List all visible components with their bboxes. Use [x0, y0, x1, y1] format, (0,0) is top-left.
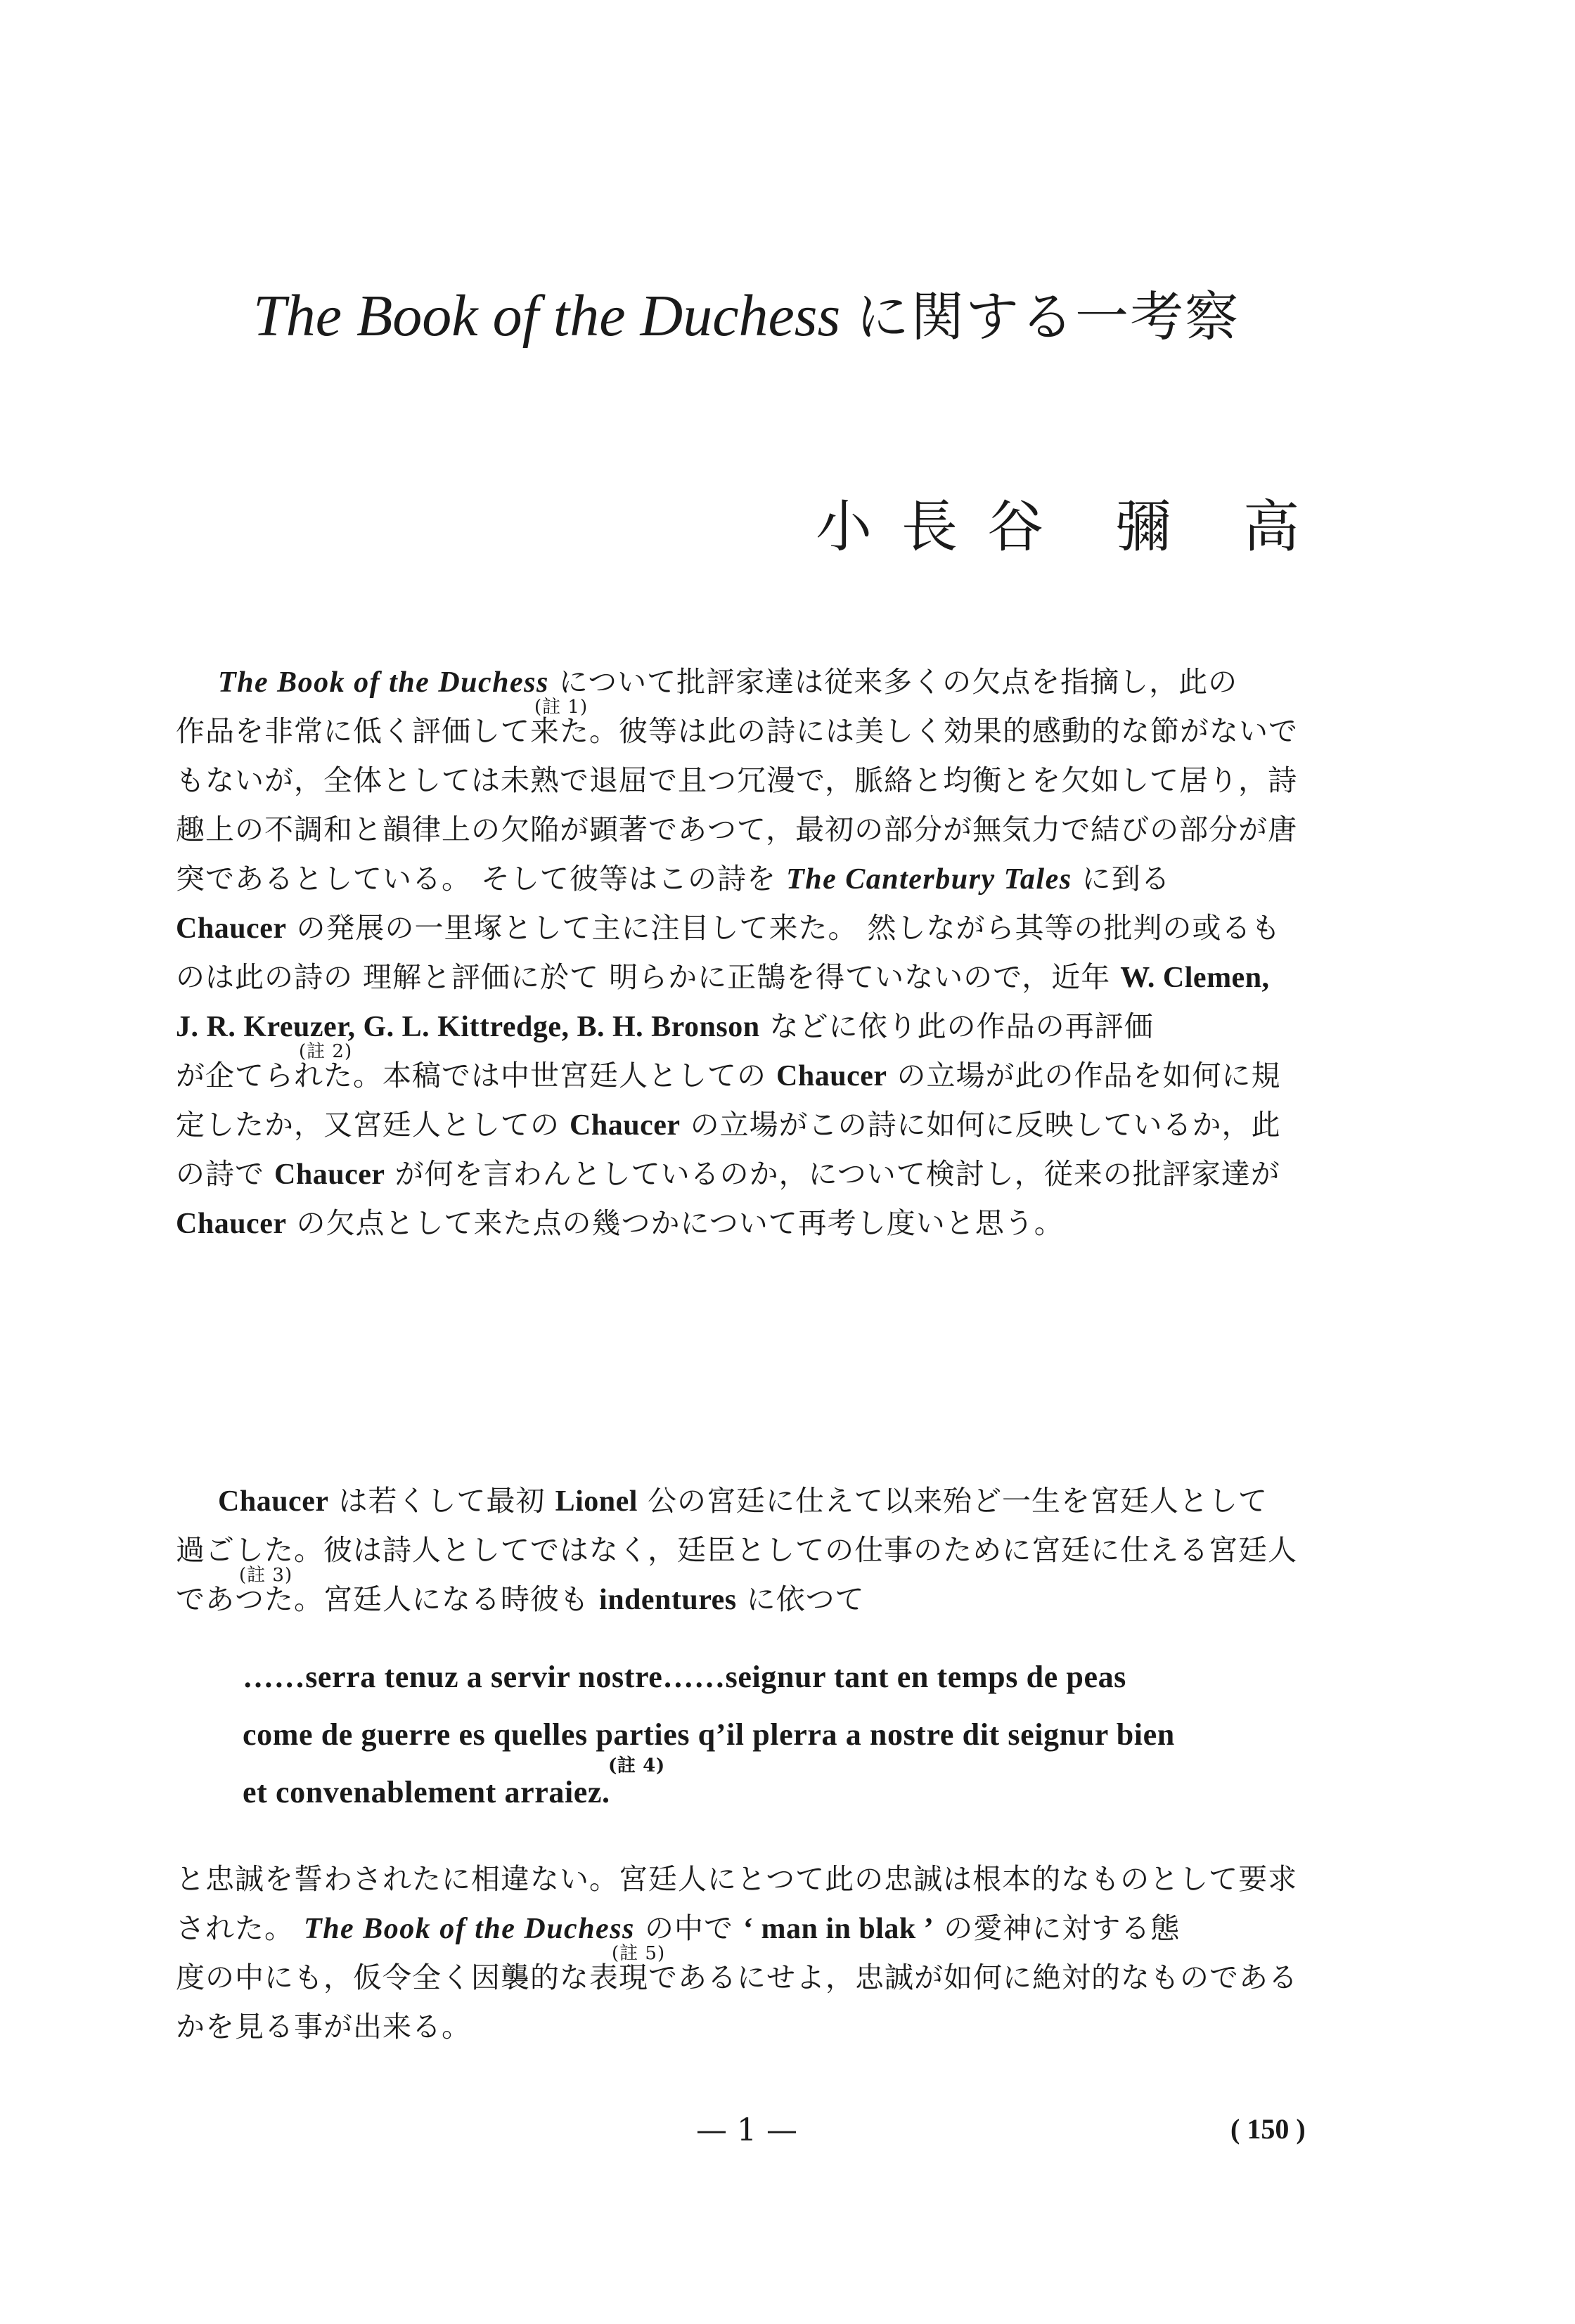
text-run: The Book of the Duchess — [218, 666, 549, 699]
author-char: 高 — [1243, 494, 1299, 560]
footnote-marker: (註 2) — [299, 1041, 353, 1062]
text-run: 作品を非常に低く評価して来た。彼等は此の詩には美しく効果的感動的な節がないで — [176, 714, 1298, 748]
text-run: が何を言わんとしているのか，について検討し，従来の批評家達が — [385, 1157, 1280, 1191]
author-char: 彌 — [1115, 494, 1171, 560]
title-english: The Book of the Duchess — [253, 283, 841, 349]
text-run: かを見る事が出来る。 — [176, 2010, 471, 2044]
text-line — [176, 756, 1371, 805]
title-japanese: に関する一考察 — [856, 285, 1240, 348]
text-run: と忠誠を誓わされたに相違ない。宮廷人にとつて此の忠誠は根本的なものとして要求 — [176, 1862, 1298, 1896]
text-line — [176, 1149, 1371, 1199]
footnote-marker: (註 4) — [608, 1755, 665, 1776]
text-line — [176, 1904, 1371, 1953]
text-line — [176, 1476, 1371, 1525]
text-run: 度の中にも，仮令全く因襲的な表現であるにせよ，忠誠が如何に絶対的なものである — [176, 1961, 1298, 1994]
text-run: 趣上の不調和と韻律上の欠陥が顕著であつて，最初の部分が無気力で結びの部分が唐 — [176, 813, 1298, 846]
paragraph-intro — [176, 657, 1371, 1248]
text-run: のは此の詩の 理解と評価に於て 明らかに正鵠を得ていないので，近年 — [176, 960, 1121, 994]
text-line — [176, 1565, 1371, 1624]
text-run: Chaucer — [570, 1109, 681, 1142]
article-title — [253, 278, 1336, 356]
indenture-quote — [243, 1648, 1368, 1821]
page-number: — 1 — — [696, 2112, 797, 2148]
text-run: indentures — [599, 1584, 737, 1616]
text-run: The Canterbury Tales — [786, 863, 1072, 896]
text-run: の愛神に対する態 — [934, 1911, 1181, 1945]
quote-line — [243, 1755, 1368, 1821]
text-run: もないが，全体としては未熟で退屈で且つ冗漫で，脈絡と均衡とを欠如して居り，詩 — [176, 763, 1298, 797]
text-line — [176, 953, 1371, 1002]
author-char: 谷 — [987, 494, 1043, 560]
text-line — [176, 1002, 1371, 1051]
text-run: された。 — [176, 1911, 304, 1945]
text-run: について批評家達は従来多くの欠点を指摘し，此の — [548, 665, 1238, 699]
text-line — [176, 697, 1371, 756]
author-char: 長 — [901, 494, 958, 560]
text-run: に依つて — [736, 1582, 865, 1616]
text-run: の立場がこの詩に如何に反映しているか，此 — [680, 1108, 1281, 1142]
text-run: などに依り此の作品の再評価 — [759, 1009, 1154, 1043]
text-run: は若くして最初 — [328, 1484, 555, 1518]
text-run: Chaucer — [274, 1158, 385, 1191]
text-run: Chaucer — [176, 1208, 287, 1240]
quote-line-text: et convenablement arraiez. — [243, 1775, 610, 1809]
text-line — [176, 854, 1371, 903]
text-run: W. Clemen, — [1120, 962, 1270, 994]
text-line — [176, 1854, 1371, 1904]
text-run: 突であるとしている。 そして彼等はこの詩を — [176, 862, 787, 896]
text-run: The Book of the Duchess — [304, 1913, 635, 1945]
text-run: 公の宮廷に仕えて以来殆ど一生を宮廷人として — [637, 1484, 1268, 1518]
text-run: に到る — [1072, 862, 1171, 896]
text-run: の立場が此の作品を如何に規 — [887, 1059, 1281, 1092]
text-line — [176, 657, 1371, 706]
text-run: の発展の一里塚として主に注目して来た。 然しながら其等の批判の或るも — [286, 911, 1281, 945]
text-run: Lionel — [555, 1485, 638, 1518]
text-line — [176, 1525, 1371, 1575]
text-line — [176, 1199, 1371, 1248]
footnote-marker: (註 5) — [612, 1943, 666, 1964]
text-run: の詩で — [176, 1157, 275, 1191]
text-run: Chaucer — [176, 912, 287, 945]
text-line — [176, 1943, 1371, 2002]
text-line — [176, 805, 1371, 854]
text-run: 過ごした。彼は詩人としてではなく，廷臣としての仕事のために宮廷に仕える宮廷人 — [176, 1533, 1298, 1567]
text-run: ‘ man in blak ’ — [742, 1913, 934, 1945]
text-line — [176, 1100, 1371, 1149]
paragraph-loyalty — [176, 1854, 1371, 2051]
text-run: J. R. Kreuzer, G. L. Kittredge, B. H. Bronson — [176, 1011, 760, 1043]
serial-page-number: ( 150 ) — [1230, 2113, 1306, 2145]
author-char: 小 — [816, 494, 872, 560]
text-run: であつた。宮廷人になる時彼も — [176, 1582, 600, 1616]
quote-line: ……serra tenuz a servir nostre……seignur tant en temps de peas — [243, 1660, 1126, 1694]
footnote-marker: (註 3) — [239, 1565, 293, 1586]
text-run: の欠点として来た点の幾つかについて再考し度いと思う。 — [286, 1206, 1064, 1240]
text-run: の中で — [634, 1911, 743, 1945]
text-run: が企てられた。本稿では中世宮廷人としての — [176, 1059, 777, 1092]
quote-line: come de guerre es quelles parties q’il plerra a nostre dit seignur bien — [243, 1717, 1175, 1752]
paragraph-courtier — [176, 1476, 1371, 1624]
footnote-marker: (註 1) — [534, 697, 589, 718]
text-run: Chaucer — [776, 1060, 887, 1092]
text-line — [176, 903, 1371, 953]
text-run: 定したか，又宮廷人としての — [176, 1108, 570, 1142]
author-name — [816, 492, 1329, 562]
text-line — [176, 2002, 1371, 2051]
text-run: Chaucer — [218, 1485, 329, 1518]
text-line — [176, 1041, 1371, 1100]
